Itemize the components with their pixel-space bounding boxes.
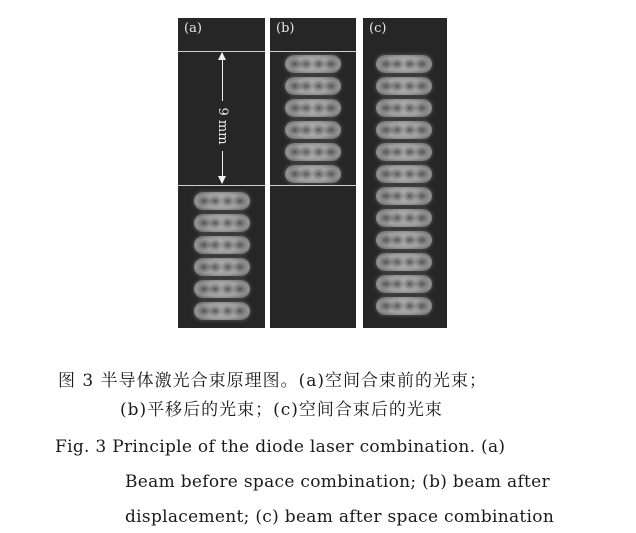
guide-line-top xyxy=(270,51,356,52)
laser-beam xyxy=(285,77,341,95)
laser-beam xyxy=(376,143,432,161)
laser-beam xyxy=(194,192,250,210)
laser-beam xyxy=(285,165,341,183)
scale-label: 9 mm xyxy=(214,101,230,151)
laser-beam xyxy=(376,121,432,139)
laser-beam xyxy=(376,297,432,315)
laser-beam xyxy=(194,258,250,276)
panel-b xyxy=(270,18,356,328)
laser-beam xyxy=(376,99,432,117)
laser-beam xyxy=(376,231,432,249)
laser-beam xyxy=(285,55,341,73)
laser-beam xyxy=(285,143,341,161)
laser-beam xyxy=(285,99,341,117)
panel-c xyxy=(363,18,447,328)
panel-label: (a) xyxy=(184,21,202,36)
arrow-down-icon xyxy=(218,176,226,184)
caption-english-line-2: Beam before space combination; (b) beam after xyxy=(125,472,550,492)
caption-english-line-3: displacement; (c) beam after space combination xyxy=(125,507,555,527)
arrow-up-icon xyxy=(218,52,226,60)
panel-a xyxy=(178,18,265,328)
panel-label: (c) xyxy=(369,21,387,36)
laser-beam xyxy=(376,253,432,271)
guide-line-bottom xyxy=(270,185,356,186)
caption-chinese-line-1: 图 3 半导体激光合束原理图。(a)空间合束前的光束； xyxy=(58,371,488,391)
guide-line-bottom xyxy=(178,185,265,186)
laser-beam xyxy=(194,280,250,298)
panel-label: (b) xyxy=(276,21,295,36)
laser-beam xyxy=(376,209,432,227)
laser-beam xyxy=(285,121,341,139)
laser-beam xyxy=(376,55,432,73)
laser-beam xyxy=(194,236,250,254)
caption-chinese-line-2: (b)平移后的光束；(c)空间合束后的光束 xyxy=(120,400,443,420)
laser-beam xyxy=(194,302,250,320)
caption-english-line-1: Fig. 3 Principle of the diode laser combination. (a) xyxy=(55,437,506,457)
laser-beam xyxy=(376,187,432,205)
laser-beam xyxy=(376,165,432,183)
laser-beam xyxy=(194,214,250,232)
laser-beam xyxy=(376,275,432,293)
laser-beam xyxy=(376,77,432,95)
